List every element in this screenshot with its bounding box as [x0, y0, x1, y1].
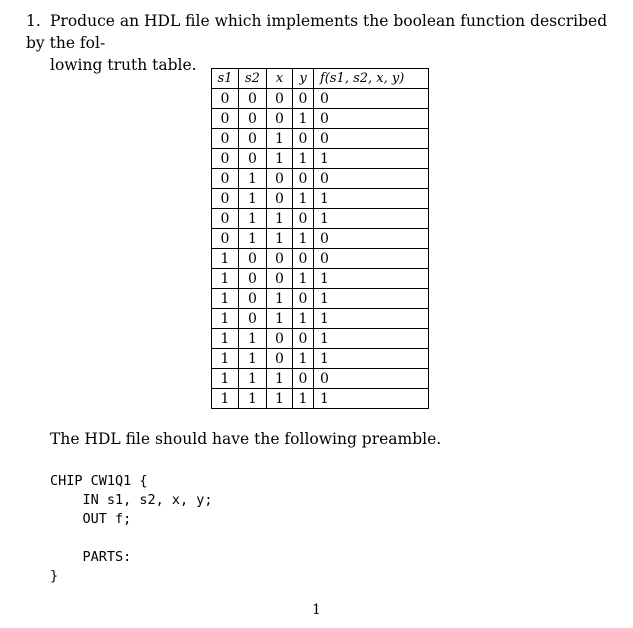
- table-cell: 1: [267, 389, 293, 409]
- table-cell: 1: [212, 309, 239, 329]
- table-row: [212, 309, 429, 329]
- table-cell: 0: [239, 129, 267, 149]
- table-cell: 0: [212, 149, 239, 169]
- table-cell: 1: [314, 329, 429, 349]
- truth-table-header-row: [212, 69, 429, 89]
- table-cell: 1: [267, 149, 293, 169]
- truth-table: [211, 68, 429, 409]
- table-cell: 0: [314, 129, 429, 149]
- header-s2-label: s2: [245, 71, 260, 86]
- table-cell: 1: [314, 289, 429, 309]
- table-row: [212, 249, 429, 269]
- header-x-label: x: [275, 71, 284, 86]
- table-cell: 0: [267, 349, 293, 369]
- table-cell: 1: [212, 329, 239, 349]
- table-cell: 1: [267, 209, 293, 229]
- table-cell: 0: [293, 129, 314, 149]
- table-row: [212, 389, 429, 409]
- table-cell: 0: [314, 109, 429, 129]
- table-cell: 0: [212, 189, 239, 209]
- code-line: CHIP CW1Q1 {: [50, 473, 148, 489]
- table-row: [212, 149, 429, 169]
- preamble-intro: The HDL file should have the following preamble.: [50, 430, 442, 448]
- table-cell: 1: [239, 389, 267, 409]
- table-cell: 1: [212, 269, 239, 289]
- table-cell: 0: [293, 169, 314, 189]
- header-x: [267, 69, 293, 89]
- truth-table-body: [212, 89, 429, 409]
- table-cell: 1: [239, 329, 267, 349]
- header-s2: [239, 69, 267, 89]
- table-cell: 0: [267, 249, 293, 269]
- table-cell: 0: [293, 89, 314, 109]
- problem-statement: [26, 10, 622, 76]
- table-cell: 0: [212, 169, 239, 189]
- table-cell: 1: [293, 349, 314, 369]
- table-cell: 1: [293, 389, 314, 409]
- table-cell: 0: [212, 89, 239, 109]
- table-row: [212, 209, 429, 229]
- table-cell: 0: [239, 289, 267, 309]
- table-cell: 0: [239, 89, 267, 109]
- table-cell: 0: [293, 369, 314, 389]
- table-cell: 0: [314, 229, 429, 249]
- table-cell: 0: [239, 269, 267, 289]
- problem-line-2: lowing truth table.: [50, 56, 197, 74]
- table-cell: 0: [314, 249, 429, 269]
- table-cell: 1: [314, 309, 429, 329]
- table-row: [212, 129, 429, 149]
- table-cell: 1: [239, 369, 267, 389]
- table-cell: 1: [314, 189, 429, 209]
- table-cell: 1: [212, 349, 239, 369]
- table-row: [212, 269, 429, 289]
- table-cell: 0: [212, 229, 239, 249]
- problem-line-1: [26, 10, 622, 54]
- header-f: [314, 69, 429, 89]
- table-cell: 1: [212, 389, 239, 409]
- header-f-label: f(s1, s2, x, y): [320, 71, 405, 86]
- table-cell: 0: [267, 329, 293, 349]
- table-cell: 1: [314, 209, 429, 229]
- table-cell: 0: [267, 169, 293, 189]
- table-cell: 0: [293, 209, 314, 229]
- table-cell: 1: [239, 349, 267, 369]
- table-cell: 0: [212, 109, 239, 129]
- table-cell: 0: [267, 109, 293, 129]
- table-cell: 1: [212, 249, 239, 269]
- table-cell: 1: [293, 309, 314, 329]
- table-cell: 1: [293, 109, 314, 129]
- header-y-label: y: [299, 71, 307, 86]
- problem-text-1: Produce an HDL file which implements the boolean function described by the fol-: [26, 12, 608, 52]
- table-cell: 0: [212, 129, 239, 149]
- table-cell: 1: [212, 289, 239, 309]
- table-cell: 1: [239, 229, 267, 249]
- table-cell: 1: [293, 149, 314, 169]
- table-row: [212, 89, 429, 109]
- table-cell: 0: [267, 269, 293, 289]
- table-cell: 0: [314, 369, 429, 389]
- table-cell: 0: [293, 289, 314, 309]
- table-cell: 0: [314, 169, 429, 189]
- table-cell: 0: [267, 89, 293, 109]
- table-row: [212, 229, 429, 249]
- table-cell: 0: [239, 249, 267, 269]
- table-row: [212, 189, 429, 209]
- table-row: [212, 329, 429, 349]
- page-number: 1: [312, 602, 321, 618]
- table-cell: 1: [314, 389, 429, 409]
- hdl-preamble-code: [50, 472, 213, 586]
- table-cell: 0: [267, 189, 293, 209]
- table-row: [212, 349, 429, 369]
- table-cell: 1: [293, 189, 314, 209]
- table-row: [212, 289, 429, 309]
- problem-number: 1.: [26, 12, 41, 30]
- table-cell: 0: [239, 149, 267, 169]
- table-cell: 1: [239, 169, 267, 189]
- header-s1: [212, 69, 239, 89]
- code-line: IN s1, s2, x, y;: [50, 492, 213, 508]
- table-cell: 0: [293, 329, 314, 349]
- table-cell: 0: [314, 89, 429, 109]
- code-line: }: [50, 568, 59, 584]
- code-line: PARTS:: [50, 549, 132, 565]
- header-s1-label: s1: [217, 71, 233, 86]
- table-cell: 1: [267, 309, 293, 329]
- table-cell: 1: [239, 189, 267, 209]
- table-cell: 0: [239, 309, 267, 329]
- table-row: [212, 169, 429, 189]
- table-cell: 1: [314, 349, 429, 369]
- table-row: [212, 369, 429, 389]
- table-cell: 1: [267, 229, 293, 249]
- table-row: [212, 109, 429, 129]
- code-line: OUT f;: [50, 511, 132, 527]
- table-cell: 0: [212, 209, 239, 229]
- table-cell: 1: [267, 369, 293, 389]
- table-cell: 1: [267, 289, 293, 309]
- header-y: [293, 69, 314, 89]
- code-line: [50, 529, 213, 548]
- table-cell: 1: [314, 149, 429, 169]
- table-cell: 1: [267, 129, 293, 149]
- table-cell: 0: [293, 249, 314, 269]
- table-cell: 1: [293, 229, 314, 249]
- table-cell: 0: [239, 109, 267, 129]
- table-cell: 1: [212, 369, 239, 389]
- table-cell: 1: [293, 269, 314, 289]
- table-cell: 1: [239, 209, 267, 229]
- table-cell: 1: [314, 269, 429, 289]
